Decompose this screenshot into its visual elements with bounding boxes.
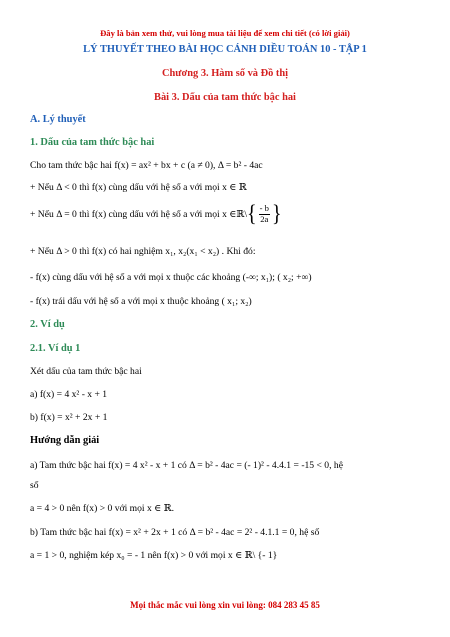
fraction-denominator: 2a [260,213,269,224]
preview-notice: Đây là bản xem thử, vui lòng mua tài liệu để xem chi tiết (có lời giải) [100,28,350,38]
solution-a-line1: a) Tam thức bậc hai f(x) = 4 x² - x + 1 có Δ = b² - 4ac = (- 1)² - 4.4.1 = -15 < 0, hệ [30,460,343,471]
solution-b-line2: a = 1 > 0, nghiệm kép x₀ = - 1 nên f(x) > 0 với mọi x ∈ ℝ\ {- 1} [30,550,278,561]
solution-b-line1: b) Tam thức bậc hai f(x) = x² + 2x + 1 có Δ = b² - 4ac = 2² - 4.1.1 = 0, hệ số [30,527,320,538]
bullet-same-sign: - f(x) cùng dấu với hệ số a với mọi x thuộc các khoảng (-∞; x₁); ( x₂; +∞) [30,272,312,283]
case-negative-delta [30,182,247,193]
case2-text: + Nếu Δ = 0 thì f(x) cùng dấu với hệ số a với mọi x ∈ [30,208,237,220]
bullet-opposite-sign: - f(x) trái dấu với hệ số a với mọi x thuộc khoảng ( x₁; x₂) [30,296,252,307]
right-brace: } [271,201,282,227]
left-brace: { [247,201,257,227]
solution-a-line2: số [30,480,39,491]
lesson-title: Bài 3. Dấu của tam thức bậc hai [154,92,296,103]
case-zero-delta [30,201,282,227]
section-heading-theory: A. Lý thuyết [30,114,86,125]
example-part-a: a) f(x) = 4 x² - x + 1 [30,389,108,400]
intro-line [30,160,263,171]
document-title: LÝ THUYẾT THEO BÀI HỌC CÁNH DIỀU TOÁN 10 - TẬP 1 [83,44,367,55]
real-set-minus-symbol: ℝ\ [236,208,248,220]
solution-a-line3: a = 4 > 0 nên f(x) > 0 với mọi x ∈ ℝ. [30,503,175,514]
subsection-heading-examples: 2. Ví dụ [30,319,65,330]
fraction-neg-b-over-2a [259,204,270,224]
real-set-symbol: ℝ [238,182,247,193]
fraction-numerator: - b [259,203,269,214]
example-prompt: Xét dấu của tam thức bậc hai [30,366,142,377]
intro-text: Cho tam thức bậc hai f(x) = [30,160,139,171]
solution-heading: Hướng dẫn giải [30,435,100,446]
subsection-heading-sign: 1. Dấu của tam thức bậc hai [30,137,155,148]
case-positive-delta: + Nếu Δ > 0 thì f(x) có hai nghiệm x₁, x₂(x₁ < x₂) . Khi đó: [30,246,256,257]
chapter-title: Chương 3. Hàm số và Đồ thị [161,68,288,79]
footer-contact: Mọi thắc mắc vui lòng xin vui lòng: 084 283 45 85 [130,600,320,610]
example-part-b: b) f(x) = x² + 2x + 1 [30,412,108,423]
intro-expression: ax² + bx + c (a ≠ 0), Δ = b² - 4ac [138,160,263,171]
example-title: 2.1. Ví dụ 1 [30,343,81,354]
case1-text: + Nếu Δ < 0 thì f(x) cùng dấu với hệ số a với mọi x ∈ [30,182,239,193]
